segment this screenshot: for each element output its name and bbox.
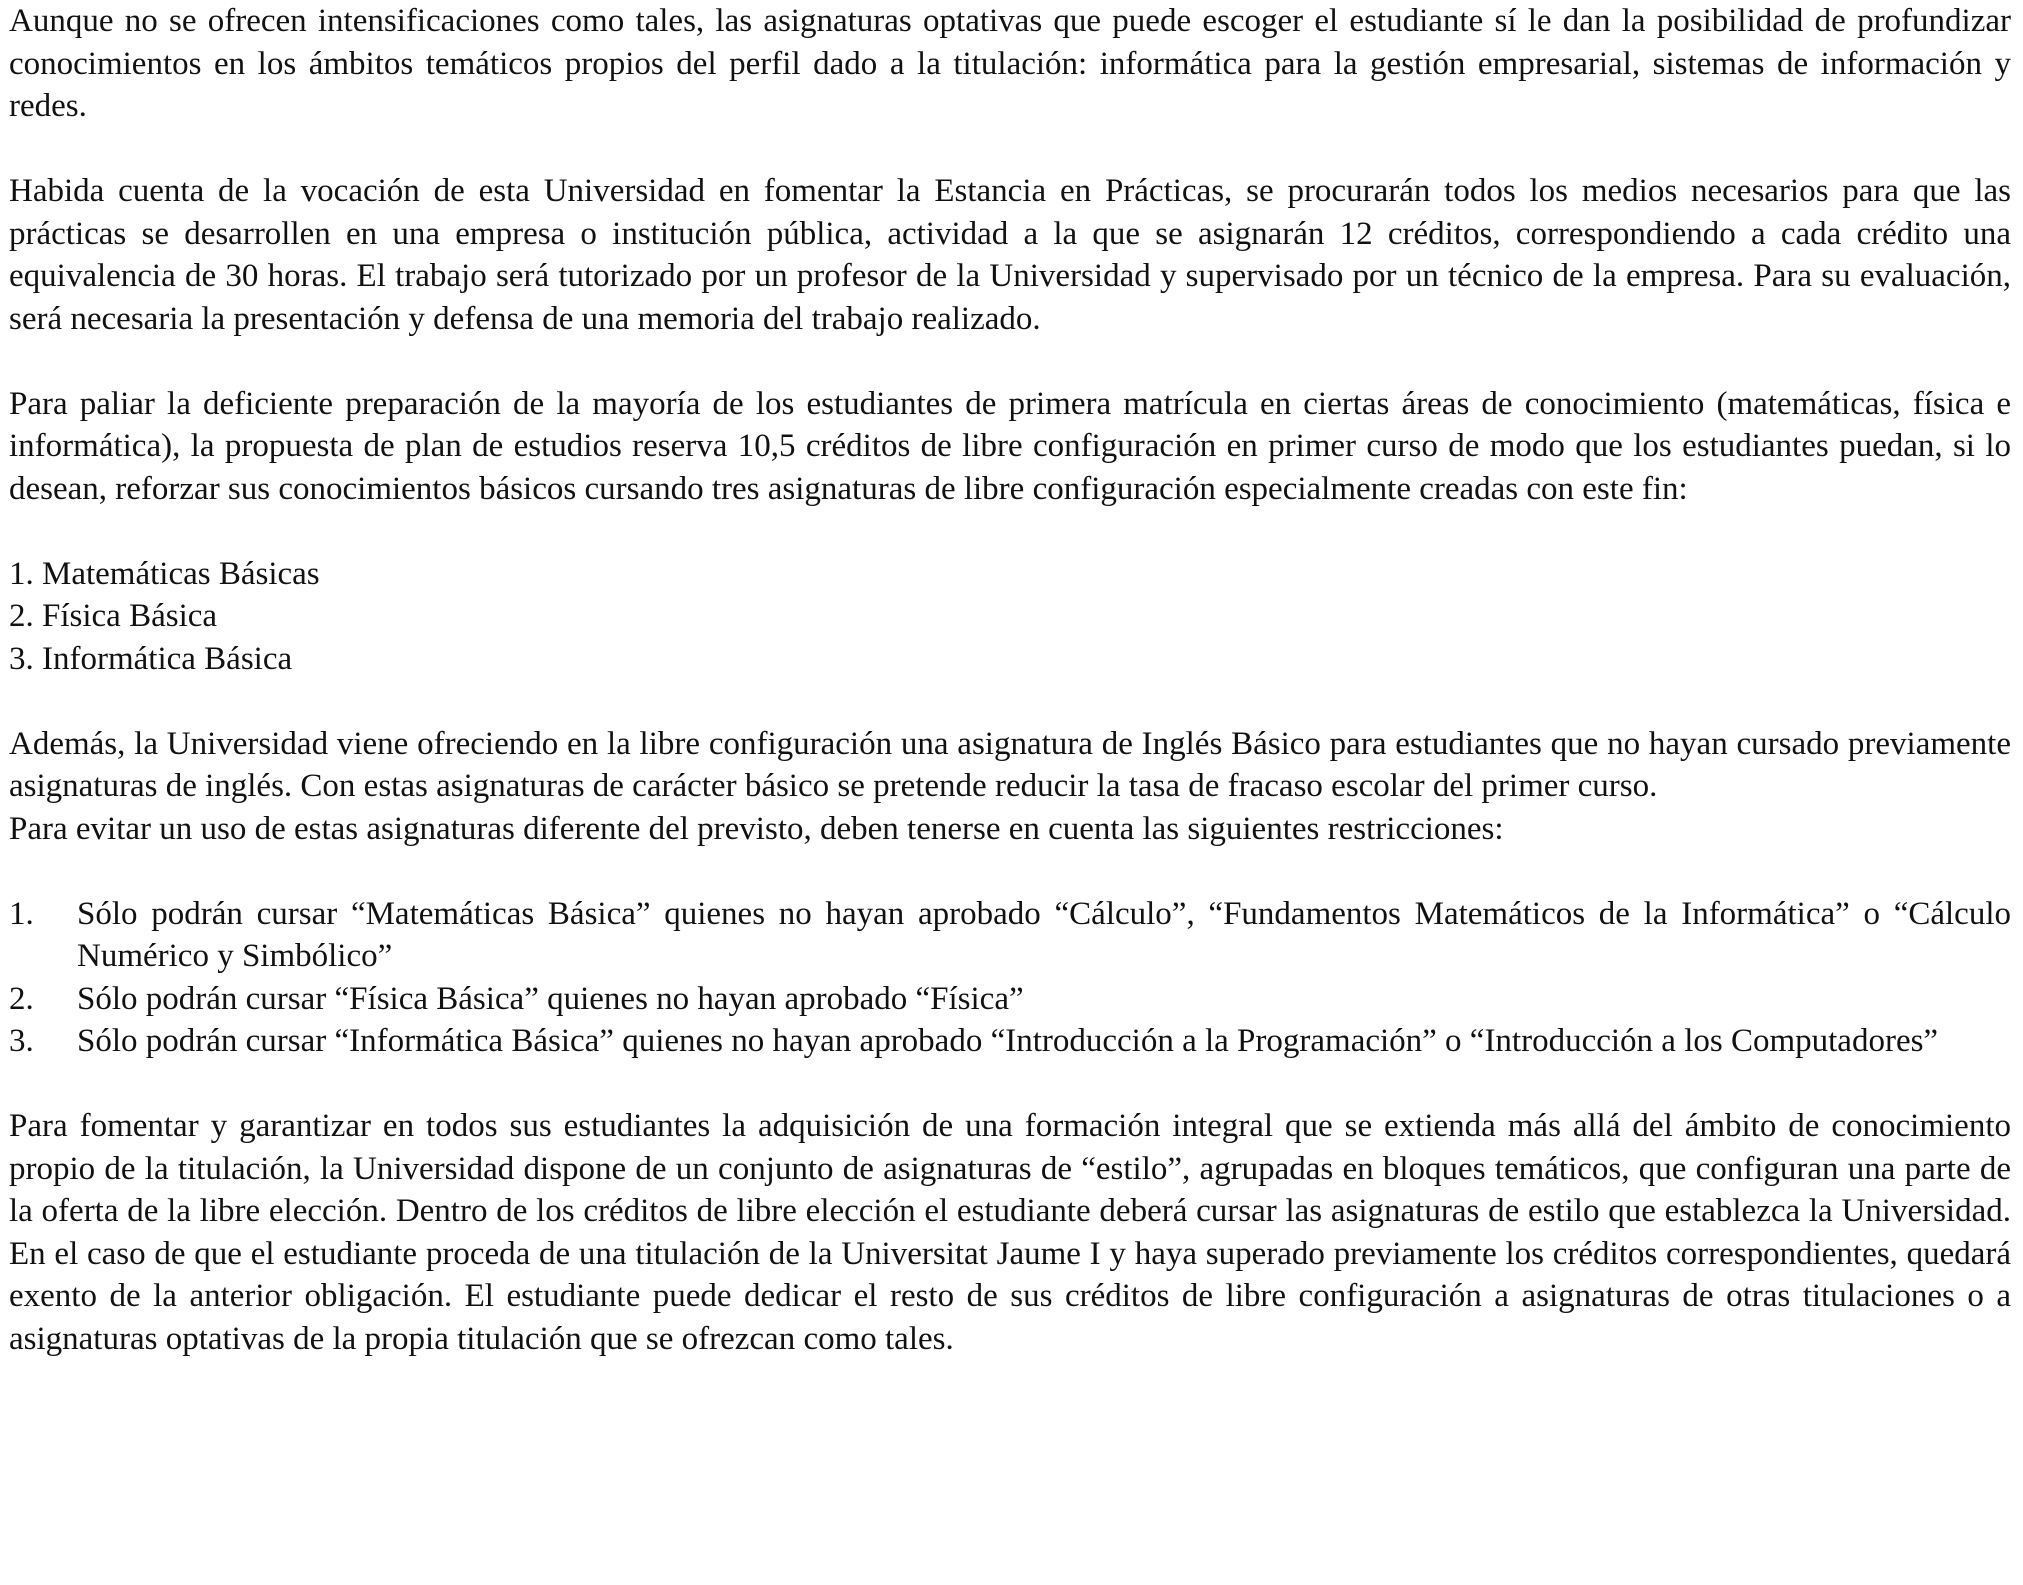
paragraph-basic-preparation: Para paliar la deficiente preparación de la mayoría de los estudiantes de primera matrícula en ciertas áreas de conocimiento (matemáticas, física e informática), la propuesta de plan de estudios reserva 10,5 créditos de libre configuración en primer curso de modo que los estudiantes puedan, si lo desean, reforzar sus conocimientos básicos cursando tres asignaturas de libre configuración especialmente creadas con este fin: (9, 385, 2011, 507)
paragraph-style-subjects: Para fomentar y garantizar en todos sus estudiantes la adquisición de una formación integral que se extienda más allá del ámbito de conocimiento propio de la titulación, la Universidad dispone de un conjunto de asignaturas de “estilo”, agrupadas en bloques temáticos, que configuran una parte de la oferta de la libre elección. Dentro de los créditos de libre elección el estudiante deberá cursar las asignaturas de estilo que establezca la Universidad. En el caso de que el estudiante proceda de una titulación de la Universitat Jaume I y haya superado previamente los créditos correspondientes, quedará exento de la anterior obligación. El estudiante puede dedicar el resto de sus créditos de libre configuración a asignaturas de otras titulaciones o a asignaturas optativas de la propia titulación que se ofrezcan como tales. (9, 1108, 2011, 1357)
restrictions-list (9, 893, 2011, 1063)
paragraph-gap (9, 340, 2011, 383)
paragraph-gap (9, 128, 2011, 171)
basic-courses-list (9, 553, 2011, 681)
list-item-number: 1. (9, 895, 34, 932)
paragraph-gap (9, 850, 2011, 893)
list-item: 2. Física Básica (9, 598, 218, 634)
list-item-number: 2. (9, 980, 34, 1017)
list-item (9, 1020, 2011, 1063)
list-item (9, 893, 2011, 978)
list-item (9, 978, 2011, 1021)
paragraph-gap (9, 1063, 2011, 1106)
paragraph-gap (9, 680, 2011, 723)
list-item-number: 3. (9, 1023, 34, 1059)
paragraph-restrictions-intro: Para evitar un uso de estas asignaturas diferente del previsto, deben tenerse en cuenta las siguientes restricciones: (9, 810, 1504, 847)
paragraph-english-basic: Además, la Universidad viene ofreciendo en la libre configuración una asignatura de Inglés Básico para estudiantes que no hayan cursado previamente asignaturas de inglés. Con estas asignaturas de carácter básico se pretende reducir la tasa de fracaso escolar del primer curso. (9, 725, 2011, 804)
paragraph-gap (9, 510, 2011, 553)
list-item-text: Sólo podrán cursar “Matemáticas Básica” quienes no hayan aprobado “Cálculo”, “Fundamentos Matemáticos de la Informática” o “Cálculo Numérico y Simbólico” (77, 895, 2011, 974)
paragraph-internship: Habida cuenta de la vocación de esta Universidad en fomentar la Estancia en Prácticas, se procurarán todos los medios necesarios para que las prácticas se desarrollen en una empresa o institución pública, actividad a la que se asignarán 12 créditos, correspondiendo a cada crédito una equivalencia de 30 horas. El trabajo será tutorizado por un profesor de la Universidad y supervisado por un técnico de la empresa. Para su evaluación, será necesaria la presentación y defensa de una memoria del trabajo realizado. (9, 173, 2011, 337)
list-item: 1. Matemáticas Básicas (9, 555, 320, 592)
paragraph-optional-subjects: Aunque no se ofrecen intensificaciones como tales, las asignaturas optativas que puede escoger el estudiante sí le dan la posibilidad de profundizar conocimientos en los ámbitos temáticos propios del perfil dado a la titulación: informática para la gestión empresarial, sistemas de información y redes. (9, 3, 2011, 124)
list-item-text: Sólo podrán cursar “Física Básica” quienes no hayan aprobado “Física” (77, 980, 1024, 1017)
list-item: 3. Informática Básica (9, 640, 293, 677)
list-item-text: Sólo podrán cursar “Informática Básica” quienes no hayan aprobado “Introducción a la Programación” o “Introducción a los Computadores” (77, 1023, 1939, 1059)
document-page (9, 0, 2011, 1360)
